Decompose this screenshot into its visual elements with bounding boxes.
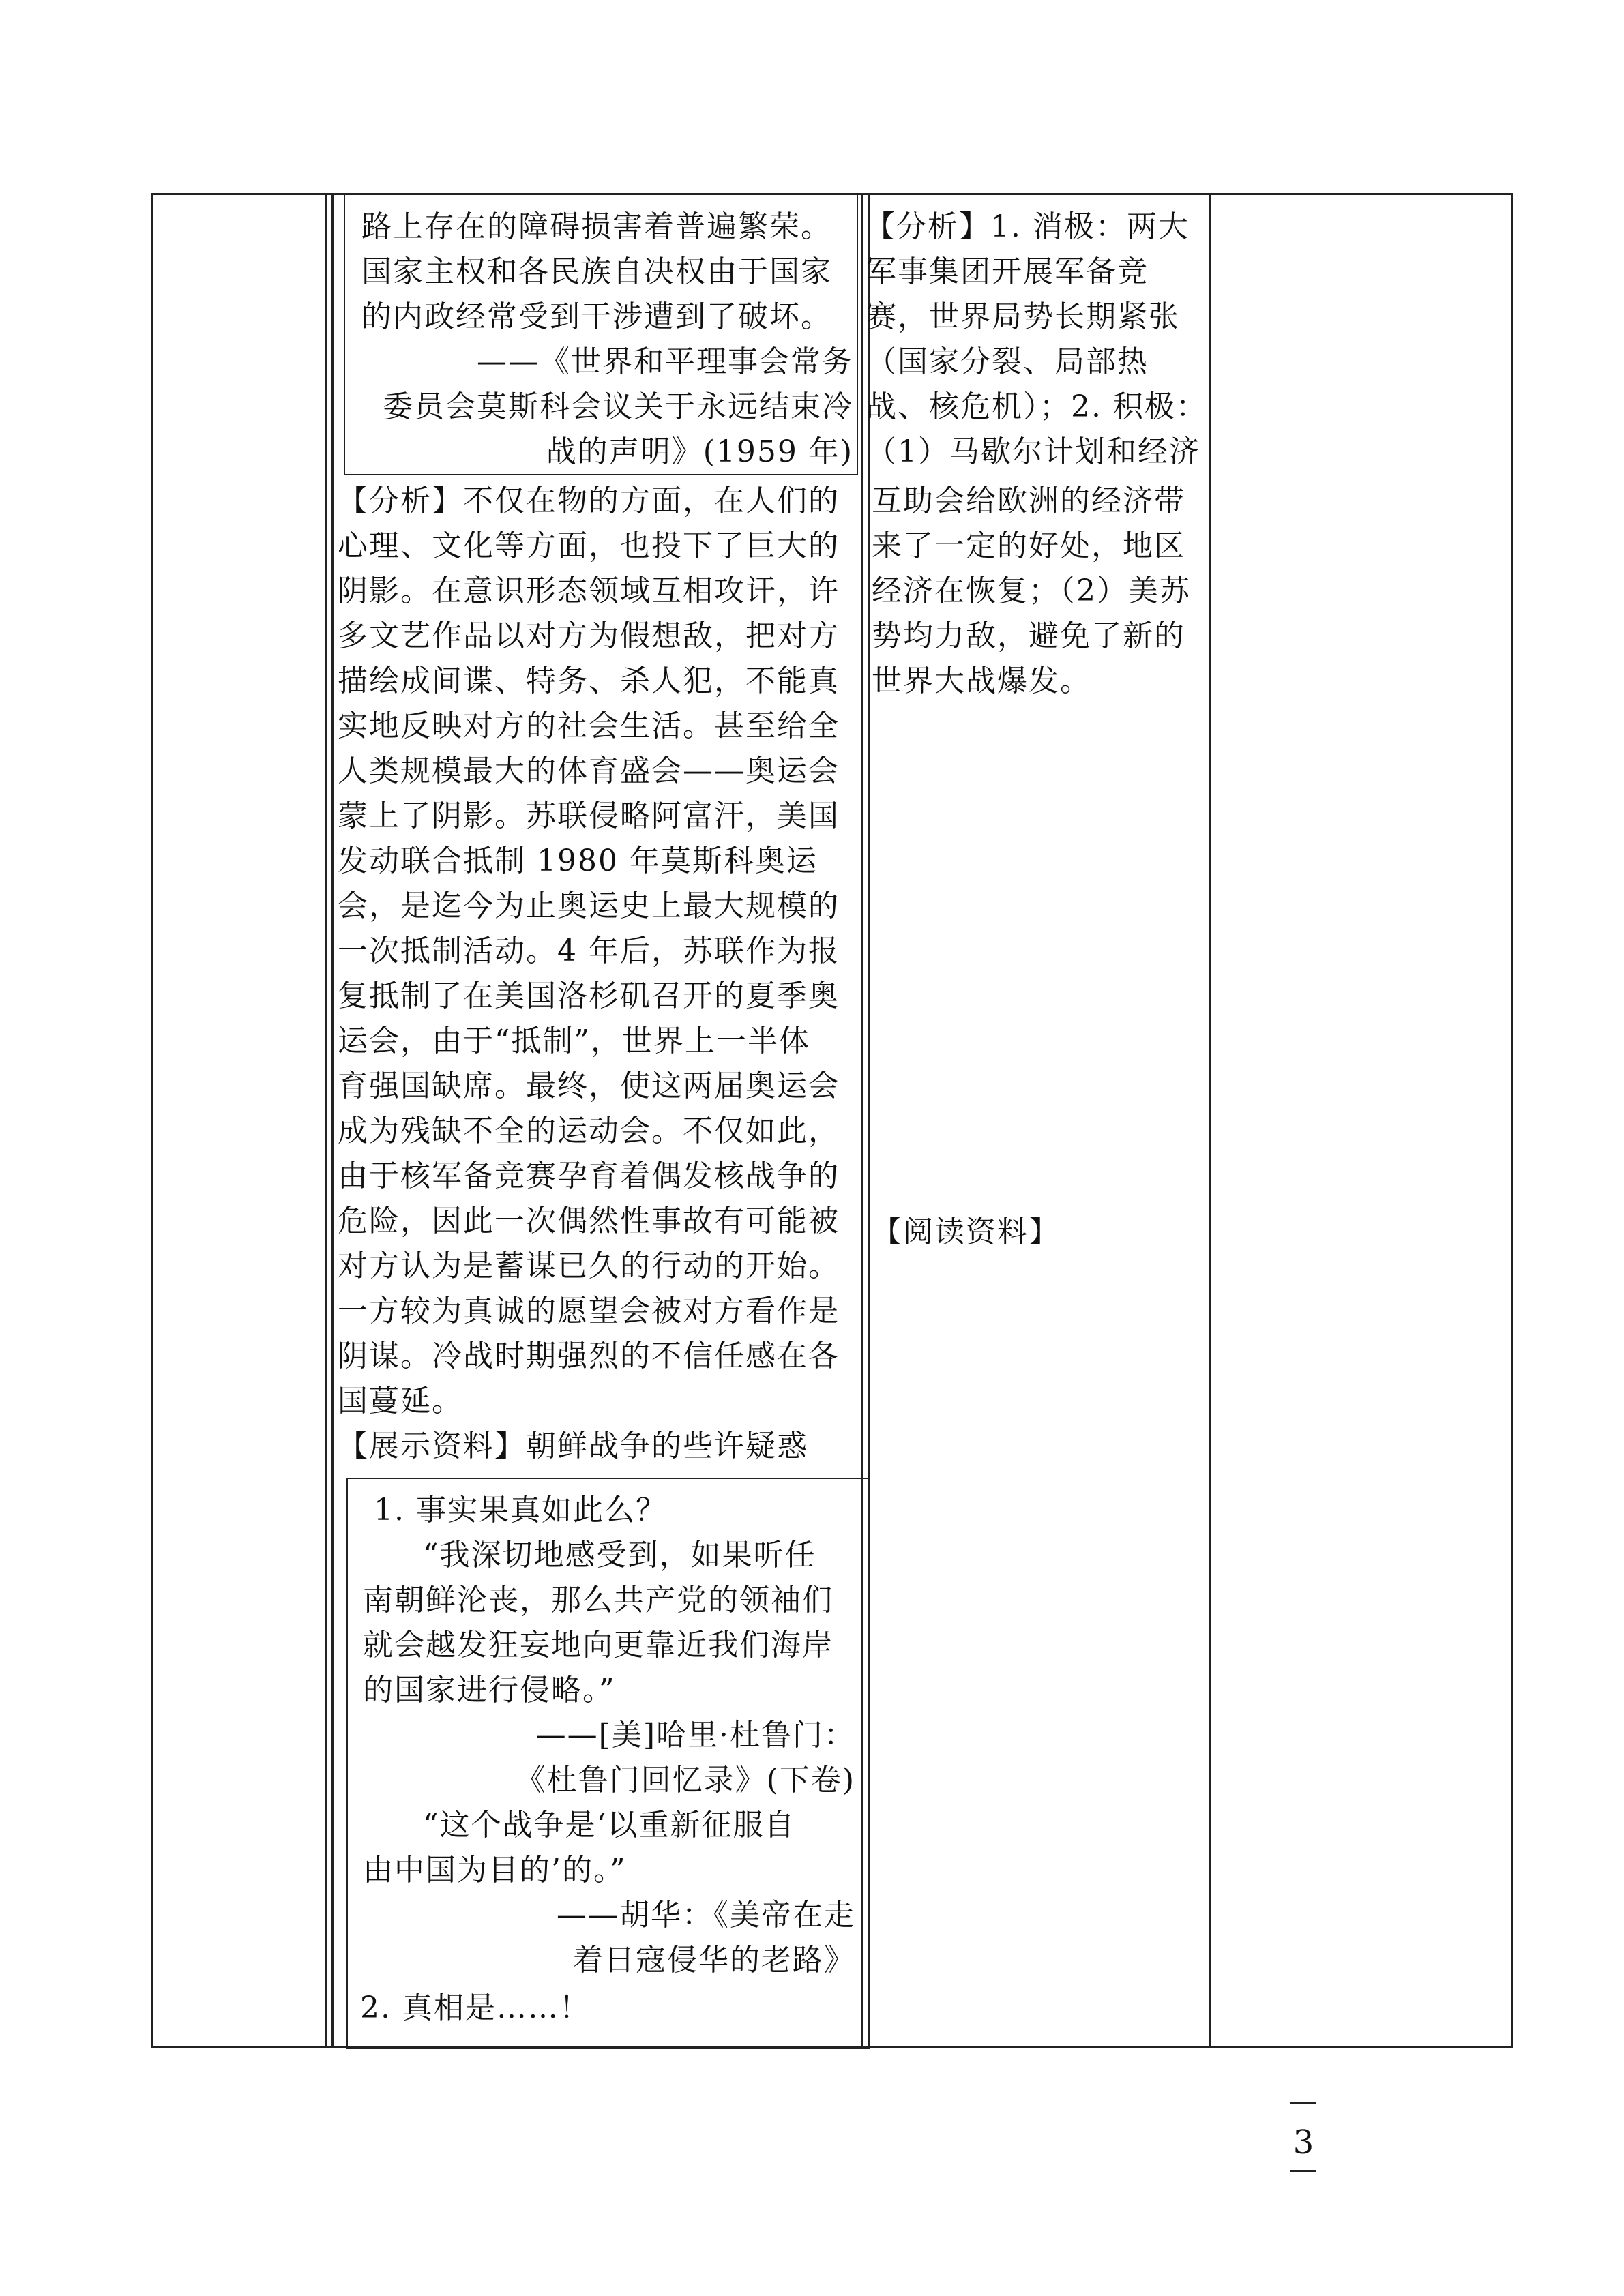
analysis-line-19: 一方较为真诚的愿望会被对方看作是 (338, 1294, 840, 1328)
side-line-7: 互助会给欧洲的经济带 (872, 483, 1185, 518)
table-col-line-6 (1209, 193, 1211, 2048)
analysis-line-3: 阴影。在意识形态领域互相攻讦，许 (338, 573, 840, 608)
analysis-line-22: 【展示资料】朝鲜战争的些许疑惑 (338, 1429, 808, 1463)
side-line-1: 【分析】1. 消极：两大 (865, 209, 1190, 244)
analysis-line-9: 发动联合抵制 1980 年莫斯科奥运 (338, 844, 818, 878)
quote-1-line-3: 的内政经常受到干涉遭到了破坏。 (361, 299, 832, 334)
quote-2-q1-source-2: 《杜鲁门回忆录》(下卷) (515, 1763, 855, 1798)
page-number-top-dash (1290, 2102, 1316, 2104)
table-col-line-3 (331, 193, 334, 2048)
table-col-line-1 (151, 193, 153, 2048)
analysis-line-8: 蒙上了阴影。苏联侵略阿富汗，美国 (338, 799, 840, 833)
analysis-line-13: 运会，由于“抵制”，世界上一半体 (338, 1024, 810, 1058)
quote-2-q2-source-1: ——胡华：《美帝在走 (557, 1898, 855, 1933)
quote-2-q3-title: 2. 真相是……！ (360, 1991, 591, 2025)
quote-2-q1-line-4: 的国家进行侵略。” (363, 1673, 616, 1708)
analysis-line-14: 育强国缺席。最终，使这两届奥运会 (338, 1069, 840, 1103)
analysis-line-7: 人类规模最大的体育盛会——奥运会 (338, 754, 840, 788)
side-line-8: 来了一定的好处，地区 (872, 528, 1185, 563)
quote-2-q1-line-2: 南朝鲜沦丧，那么共产党的领袖们 (363, 1583, 833, 1617)
analysis-line-17: 危险，因此一次偶然性事故有可能被 (338, 1204, 840, 1238)
reading-material-label: 【阅读资料】 (872, 1214, 1060, 1249)
side-line-3: 赛，世界局势长期紧张 (866, 299, 1180, 334)
side-line-11: 世界大战爆发。 (872, 664, 1091, 698)
table-col-line-7 (1511, 193, 1513, 2048)
quote-1-line-1: 路上存在的障碍损害着普遍繁荣。 (361, 209, 832, 244)
analysis-line-15: 成为残缺不全的运动会。不仅如此， (338, 1114, 840, 1148)
analysis-line-11: 一次抵制活动。4 年后，苏联作为报 (338, 934, 840, 968)
side-line-2: 军事集团开展军备竞 (866, 254, 1149, 289)
analysis-line-4: 多文艺作品以对方为假想敌，把对方 (338, 618, 840, 653)
quote-2-q2-line-2: 由中国为目的’的。” (363, 1853, 627, 1888)
quote-1-line-2: 国家主权和各民族自决权由于国家 (361, 254, 832, 289)
analysis-line-18: 对方认为是蓄谋已久的行动的开始。 (338, 1249, 840, 1283)
quote-2-q2-line-1: “这个战争是‘以重新征服自 (423, 1808, 796, 1843)
analysis-line-2: 心理、文化等方面，也投下了巨大的 (338, 528, 840, 563)
analysis-line-20: 阴谋。冷战时期强烈的不信任感在各 (338, 1339, 840, 1373)
table-col-line-2 (325, 193, 327, 2048)
analysis-line-5: 描绘成间谍、特务、杀人犯，不能真 (338, 664, 840, 698)
analysis-line-1: 【分析】不仅在物的方面，在人们的 (338, 483, 840, 518)
quote-1-source-1: ——《世界和平理事会常务 (477, 344, 853, 379)
analysis-line-21: 国蔓延。 (338, 1384, 463, 1418)
side-line-4: （国家分裂、局部热 (866, 344, 1149, 379)
page-number: 3 (1293, 2123, 1314, 2162)
quote-2-q1-title: 1. 事实果真如此么？ (374, 1493, 667, 1527)
analysis-line-6: 实地反映对方的社会生活。甚至给全 (338, 709, 840, 743)
analysis-line-10: 会，是迄今为止奥运史上最大规模的 (338, 889, 840, 923)
side-line-10: 势均力敌，避免了新的 (872, 618, 1185, 653)
page-number-bottom-dash (1290, 2170, 1316, 2172)
side-line-5: 战、核危机）；2. 积极： (866, 389, 1207, 424)
side-line-6: （1）马歇尔计划和经济 (866, 434, 1200, 469)
quote-2-q1-source-1: ——[美]哈里·杜鲁门： (535, 1718, 855, 1753)
quote-2-q1-line-1: “我深切地感受到，如果听任 (423, 1538, 816, 1572)
quote-2-q2-source-2: 着日寇侵华的老路》 (573, 1943, 855, 1978)
analysis-line-16: 由于核军备竞赛孕育着偶发核战争的 (338, 1159, 840, 1193)
quote-1-source-2: 委员会莫斯科会议关于永远结束冷 (383, 389, 853, 424)
side-line-9: 经济在恢复；（2）美苏 (872, 573, 1191, 608)
quote-2-q1-line-3: 就会越发狂妄地向更靠近我们海岸 (363, 1628, 833, 1663)
analysis-line-12: 复抵制了在美国洛杉矶召开的夏季奥 (338, 979, 840, 1013)
quote-1-source-3: 战的声明》(1959 年) (546, 434, 853, 469)
